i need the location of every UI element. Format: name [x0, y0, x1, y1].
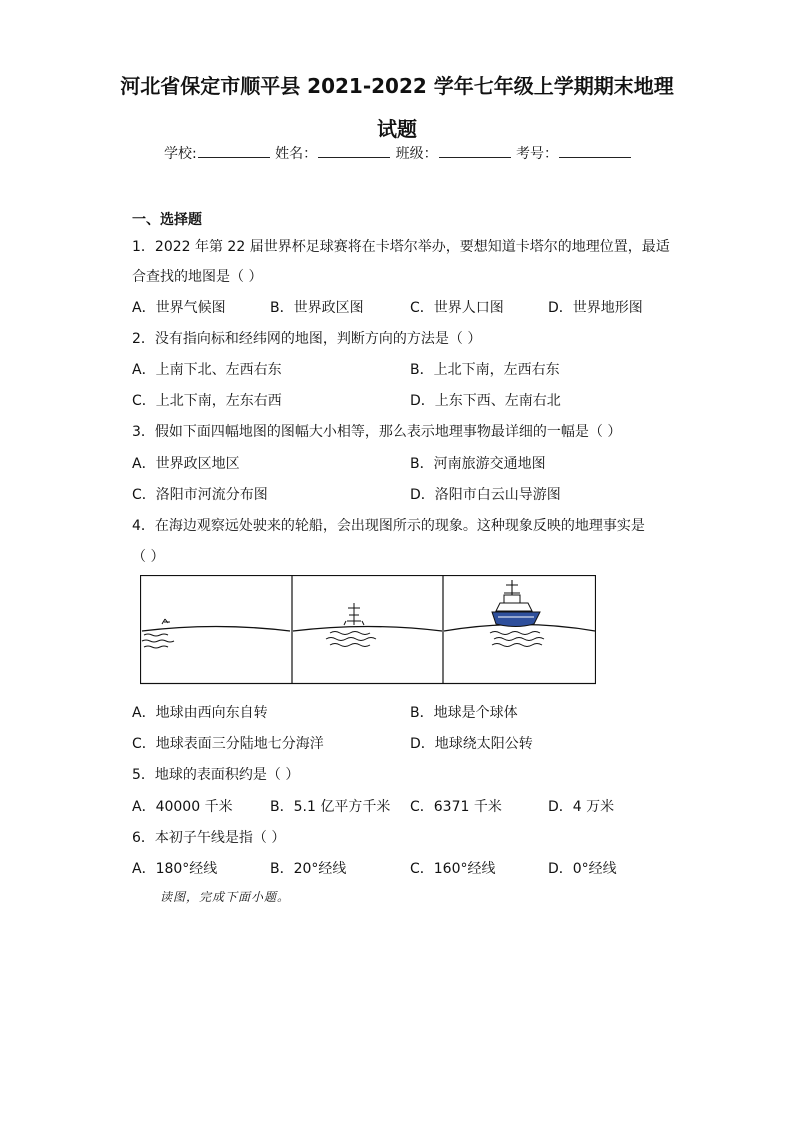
class-blank[interactable]	[439, 144, 511, 158]
question-1-option-a[interactable]: A．世界气候图	[132, 300, 226, 316]
question-5-option-d[interactable]: D．4 万米	[548, 799, 615, 815]
question-4-stem-line1: 4．在海边观察远处驶来的轮船，会出现图所示的现象。这种现象反映的地理事实是	[132, 518, 645, 534]
question-3-stem: 3．假如下面四幅地图的图幅大小相等，那么表示地理事物最详细的一幅是（ ）	[132, 424, 622, 440]
question-5-option-c[interactable]: C．6371 千米	[410, 799, 502, 815]
question-5-option-b[interactable]: B．5.1 亿平方千米	[270, 799, 391, 815]
exam-number-blank[interactable]	[559, 144, 631, 158]
ship-horizon-figure	[140, 575, 596, 689]
school-blank[interactable]	[198, 144, 270, 158]
question-6-option-c[interactable]: C．160°经线	[410, 861, 496, 877]
question-1-option-d[interactable]: D．世界地形图	[548, 300, 643, 316]
class-label: 班级：	[395, 146, 438, 162]
question-4-option-b[interactable]: B．地球是个球体	[410, 705, 518, 721]
question-3-option-c[interactable]: C．洛阳市河流分布图	[132, 487, 268, 503]
question-4-option-d[interactable]: D．地球绕太阳公转	[410, 736, 533, 752]
question-3-option-d[interactable]: D．洛阳市白云山导游图	[410, 487, 561, 503]
question-2-option-c[interactable]: C．上北下南，左东右西	[132, 393, 282, 409]
question-6-option-a[interactable]: A．180°经线	[132, 861, 218, 877]
question-6-stem: 6．本初子午线是指（ ）	[132, 830, 286, 846]
name-blank[interactable]	[318, 144, 390, 158]
name-label: 姓名：	[275, 146, 318, 162]
question-1-stem-line2: 合查找的地图是（ ）	[132, 269, 263, 285]
paper-title-line1: 河北省保定市顺平县 2021-2022 学年七年级上学期期末地理	[120, 74, 674, 98]
read-figure-note: 读图，完成下面小题。	[160, 890, 291, 904]
exam-number-label: 考号：	[516, 146, 559, 162]
question-5-stem: 5．地球的表面积约是（ ）	[132, 767, 300, 783]
question-4-option-c[interactable]: C．地球表面三分陆地七分海洋	[132, 736, 324, 752]
question-2-option-b[interactable]: B．上北下南，左西右东	[410, 362, 560, 378]
question-6-option-b[interactable]: B．20°经线	[270, 861, 347, 877]
question-2-option-a[interactable]: A．上南下北、左西右东	[132, 362, 282, 378]
question-1-option-b[interactable]: B．世界政区图	[270, 300, 364, 316]
student-info-row	[0, 143, 794, 163]
section-heading: 一、选择题	[132, 212, 202, 228]
question-3-option-b[interactable]: B．河南旅游交通地图	[410, 456, 546, 472]
question-4-stem-line2: （ ）	[132, 549, 165, 565]
school-label: 学校:	[163, 146, 197, 162]
question-3-option-a[interactable]: A．世界政区地区	[132, 456, 240, 472]
question-2-stem: 2．没有指向标和经纬网的地图，判断方向的方法是（ ）	[132, 331, 482, 347]
question-5-option-a[interactable]: A．40000 千米	[132, 799, 233, 815]
question-2-option-d[interactable]: D．上东下西、左南右北	[410, 393, 561, 409]
question-6-option-d[interactable]: D．0°经线	[548, 861, 617, 877]
question-1-option-c[interactable]: C．世界人口图	[410, 300, 504, 316]
question-4-option-a[interactable]: A．地球由西向东自转	[132, 705, 268, 721]
paper-title-line2: 试题	[377, 117, 417, 141]
question-1-stem-line1: 1．2022 年第 22 届世界杯足球赛将在卡塔尔举办，要想知道卡塔尔的地理位置，最适	[132, 239, 670, 255]
